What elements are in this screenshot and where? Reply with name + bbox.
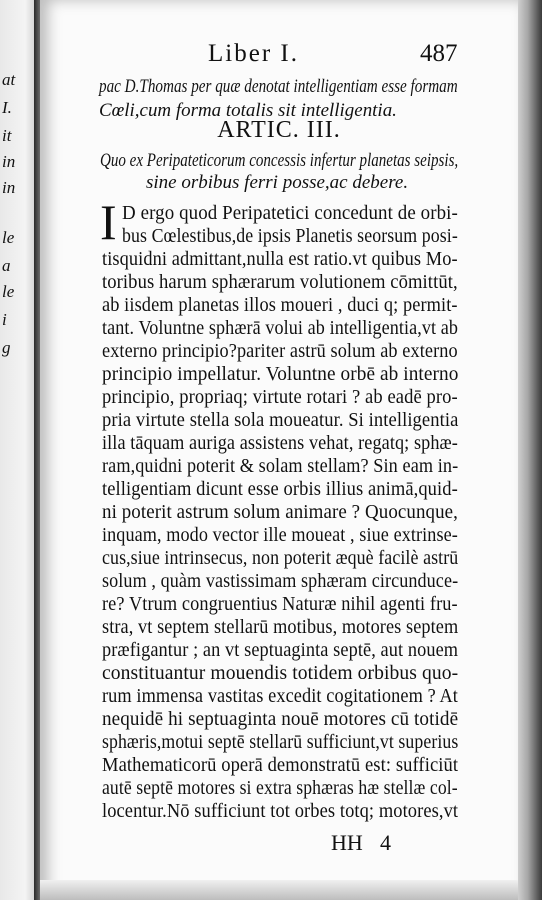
body-line: locentur.Nō sufficiunt tot orbes totq; motores,vt <box>102 800 459 822</box>
prev-page-fragment: a <box>2 256 11 275</box>
drop-capital: I <box>100 194 117 250</box>
prev-page-fragment: it <box>2 126 12 145</box>
body-line: D ergo quod Peripatetici concedunt de orbi- <box>122 202 458 224</box>
body-line: principio impellatur. Voluntne orbē ab interno <box>102 363 459 385</box>
prev-page-fragment: in <box>2 152 16 171</box>
article-subtitle: sine orbibus ferri posse,ac debere. <box>146 172 409 193</box>
book-page <box>40 0 518 900</box>
signature-mark: HH <box>331 830 363 855</box>
body-line: re? Vtrum congruentius Naturæ nihil agenti fru- <box>102 593 458 615</box>
book-fore-edge <box>518 0 542 900</box>
body-line: principio, propriaq; virtute rotari ? ab eadē pro- <box>102 386 458 408</box>
body-line: cus,siue intrinsecus, non poterit æquè facilè astrū <box>102 547 459 569</box>
page-bottom-edge <box>40 880 518 900</box>
prev-page-fragment: le <box>2 282 15 301</box>
body-line: rum immensa vastitas excedit cogitationem ? At <box>102 685 458 707</box>
body-line: toribus harum sphærarum volutionem cōmittūt, <box>102 271 458 293</box>
body-line: ab iisdem planetas illos moueri , duci q; permit- <box>102 294 458 316</box>
prev-page-fragment: i <box>2 310 7 329</box>
prev-page-fragment: at <box>2 70 16 89</box>
body-line: Mathematicorū operā demonstratū est: sufficiūt <box>102 754 459 776</box>
article-heading <box>40 117 518 144</box>
body-line: pria virtute stella sola moueatur. Si intelligentia <box>102 409 459 431</box>
prev-page-fragment: in <box>2 178 16 197</box>
body-line: nequidē hi septuaginta nouē motores cū totidē <box>102 708 459 730</box>
continuation-line: pac D.Thomas per quæ denotat intelligentiam esse formam <box>99 76 458 97</box>
previous-page-edge <box>0 0 36 900</box>
running-head: Liber I. <box>208 40 299 67</box>
article-heading-text: ARTIC. III. <box>217 117 341 143</box>
continuation-line: Cœli,cum forma totalis sit intelligentia. <box>99 100 397 121</box>
body-line: inquam, modo vector ille moueat , siue extrinse- <box>102 524 458 546</box>
body-line: ram,quidni poterit & solam stellam? Sin eam in- <box>102 455 459 477</box>
prev-page-fragment: le <box>2 228 15 247</box>
body-line: telligentiam dicunt esse orbis illius animā,quid- <box>102 478 458 500</box>
body-line: stra, vt septem stellarū motibus, motores septem <box>102 616 459 638</box>
body-line: sphæris,motui septē stellarū sufficiunt,vt superius <box>102 731 459 753</box>
signature-number: 4 <box>380 830 391 855</box>
body-line: tant. Voluntne sphærā volui ab intelligentia,vt ab <box>102 317 459 339</box>
body-line: ni poterit astrum solum animare ? Quocunque, <box>102 501 458 523</box>
prev-page-fragment: I. <box>2 98 12 117</box>
body-line: tisquidni admittant,nulla est ratio.vt quibus Mo- <box>102 248 458 270</box>
article-subtitle: Quo ex Peripateticorum concessis infertur planetas seipsis, <box>100 150 459 171</box>
prev-page-fragment: g <box>2 338 11 357</box>
body-line: illa tāquam auriga assistens vehat, regatq; sphæ- <box>102 432 458 454</box>
body-line: autē septē motores si extra sphæras hæ stellæ col- <box>102 777 458 799</box>
body-line: constituantur mouendis totidem orbibus quo- <box>102 662 459 684</box>
body-line: externo principio?pariter astrū solum ab externo <box>102 340 458 362</box>
body-line: solum , quàm vastissimam sphæram circunduce- <box>102 570 459 592</box>
body-line: præfigantur ; an vt septuaginta septē, aut nouem <box>102 639 459 661</box>
page-number: 487 <box>420 40 458 67</box>
body-line: bus Cœlestibus,de ipsis Planetis seorsum posi- <box>122 225 458 247</box>
